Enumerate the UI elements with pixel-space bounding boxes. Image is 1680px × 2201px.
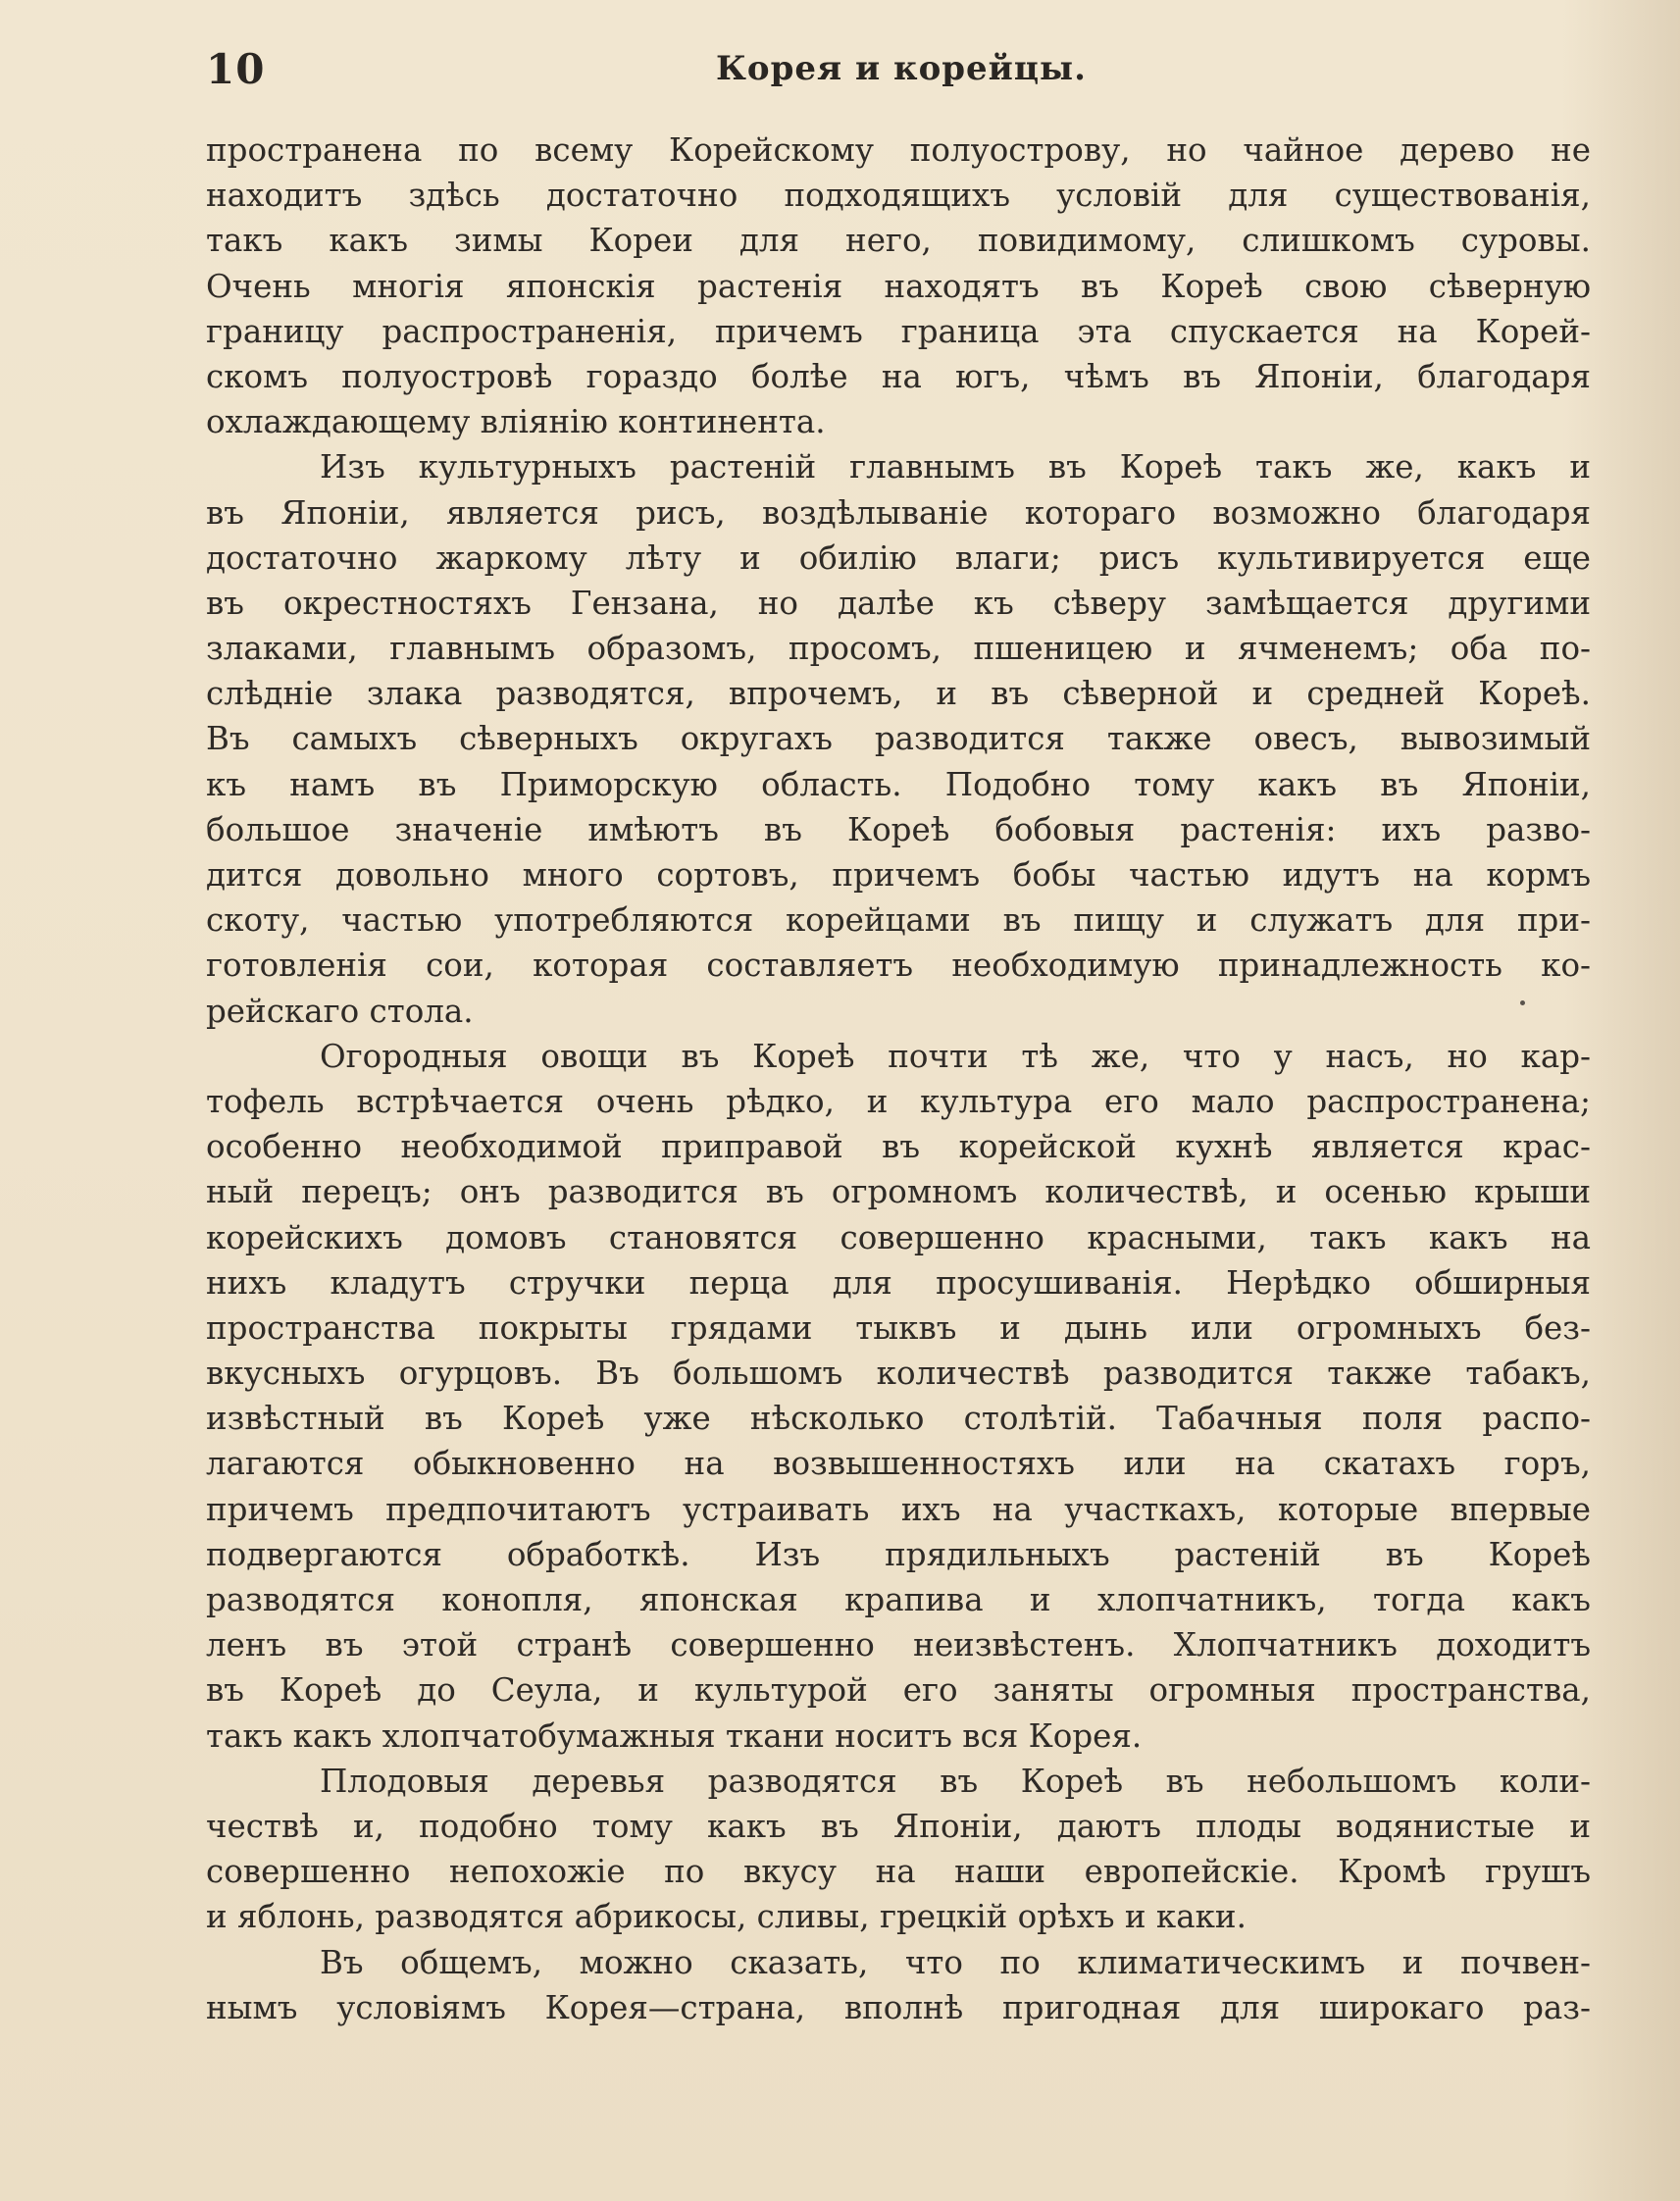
text-line: злаками, главнымъ образомъ, просомъ, пшеницею и ячменемъ; оба по- — [206, 630, 1591, 668]
text-line: корейскихъ домовъ становятся совершенно красными, такъ какъ на — [206, 1218, 1591, 1256]
text-line: ный перецъ; онъ разводится въ огромномъ количествѣ, и осенью крыши — [206, 1173, 1591, 1211]
text-line: къ намъ въ Приморскую область. Подобно тому какъ въ Японіи, — [206, 765, 1591, 803]
print-speck — [1520, 1000, 1525, 1005]
text-line: охлаждающему вліянію континента. — [206, 403, 826, 441]
body-text — [206, 128, 1591, 2030]
text-line: въ Кореѣ до Сеула, и культурой его заняты огромныя пространства, — [206, 1671, 1591, 1710]
running-title: Корея и корейцы. — [716, 49, 1087, 88]
running-head — [206, 45, 1589, 104]
text-line: въ Японіи, является рисъ, воздѣлываніе котораго возможно благодаря — [206, 493, 1591, 532]
page-number: 10 — [206, 45, 266, 93]
text-line: такъ какъ хлопчатобумажныя ткани носитъ вся Корея. — [206, 1716, 1143, 1755]
text-line: нихъ кладутъ стручки перца для просушиванія. Нерѣдко обширныя — [206, 1263, 1591, 1302]
text-line: готовленія сои, которая составляетъ необходимую принадлежность ко- — [206, 947, 1591, 985]
text-line: Въ самыхъ сѣверныхъ округахъ разводится также овесъ, вывозимый — [206, 720, 1591, 758]
paragraph-start-line: Въ общемъ, можно сказать, что по климатическимъ и почвен- — [320, 1943, 1591, 1981]
text-line: вкусныхъ огурцовъ. Въ большомъ количествѣ разводится также табакъ, — [206, 1355, 1591, 1393]
text-line: пространства покрыты грядами тыквъ и дынь или огромныхъ без- — [206, 1308, 1591, 1347]
text-line: совершенно непохожіе по вкусу на наши европейскіе. Кромѣ грушъ — [206, 1853, 1591, 1891]
text-line: въ окрестностяхъ Гензана, но далѣе къ сѣверу замѣщается другими — [206, 584, 1591, 622]
text-line: подвергаются обработкѣ. Изъ прядильныхъ растеній въ Кореѣ — [206, 1535, 1591, 1573]
text-line: границу распространенія, причемъ граница эта спускается на Корей- — [206, 312, 1591, 350]
text-line: лагаются обыкновенно на возвышенностяхъ или на скатахъ горъ, — [206, 1445, 1591, 1483]
text-line: нымъ условіямъ Корея—страна, вполнѣ пригодная для широкаго раз- — [206, 1988, 1591, 2026]
text-line: причемъ предпочитаютъ устраивать ихъ на участкахъ, которые впервые — [206, 1490, 1591, 1528]
paragraph-start-line: Изъ культурныхъ растеній главнымъ въ Кореѣ такъ же, какъ и — [320, 448, 1591, 486]
text-line: Очень многія японскія растенія находятъ въ Кореѣ свою сѣверную — [206, 267, 1591, 305]
text-line: чествѣ и, подобно тому какъ въ Японіи, даютъ плоды водянистые и — [206, 1807, 1591, 1845]
text-line: и яблонь, разводятся абрикосы, сливы, грецкій орѣхъ и каки. — [206, 1898, 1247, 1936]
text-line: извѣстный въ Кореѣ уже нѣсколько столѣтій. Табачныя поля распо- — [206, 1400, 1591, 1438]
text-line: рейскаго стола. — [206, 992, 474, 1030]
text-line: слѣдніе злака разводятся, впрочемъ, и въ сѣверной и средней Кореѣ. — [206, 675, 1591, 713]
text-line: скомъ полуостровѣ гораздо болѣе на югъ, чѣмъ въ Японіи, благодаря — [206, 357, 1591, 395]
text-line: особенно необходимой приправой въ корейской кухнѣ является крас- — [206, 1128, 1591, 1166]
text-line: скоту, частью употребляются корейцами въ пищу и служатъ для при- — [206, 901, 1591, 940]
text-line: дится довольно много сортовъ, причемъ бобы частью идутъ на кормъ — [206, 856, 1591, 894]
text-line: пространена по всему Корейскому полуострову, но чайное дерево не — [206, 131, 1591, 169]
paragraph-start-line: Огородныя овощи въ Кореѣ почти тѣ же, что у насъ, но кар- — [320, 1037, 1591, 1075]
text-line: разводятся конопля, японская крапива и хлопчатникъ, тогда какъ — [206, 1581, 1591, 1618]
text-line: большое значеніе имѣютъ въ Кореѣ бобовыя растенія: ихъ разво- — [206, 810, 1591, 848]
text-line: ленъ въ этой странѣ совершенно неизвѣстенъ. Хлопчатникъ доходитъ — [206, 1626, 1591, 1664]
text-line: тофель встрѣчается очень рѣдко, и культура его мало распространена; — [206, 1082, 1591, 1120]
paragraph-start-line: Плодовыя деревья разводятся въ Кореѣ въ небольшомъ коли- — [320, 1762, 1591, 1800]
text-line: такъ какъ зимы Кореи для него, повидимому, слишкомъ суровы. — [206, 222, 1591, 260]
text-line: достаточно жаркому лѣту и обилію влаги; рисъ культивируется еще — [206, 538, 1591, 577]
text-line: находитъ здѣсь достаточно подходящихъ условій для существованія, — [206, 177, 1591, 215]
